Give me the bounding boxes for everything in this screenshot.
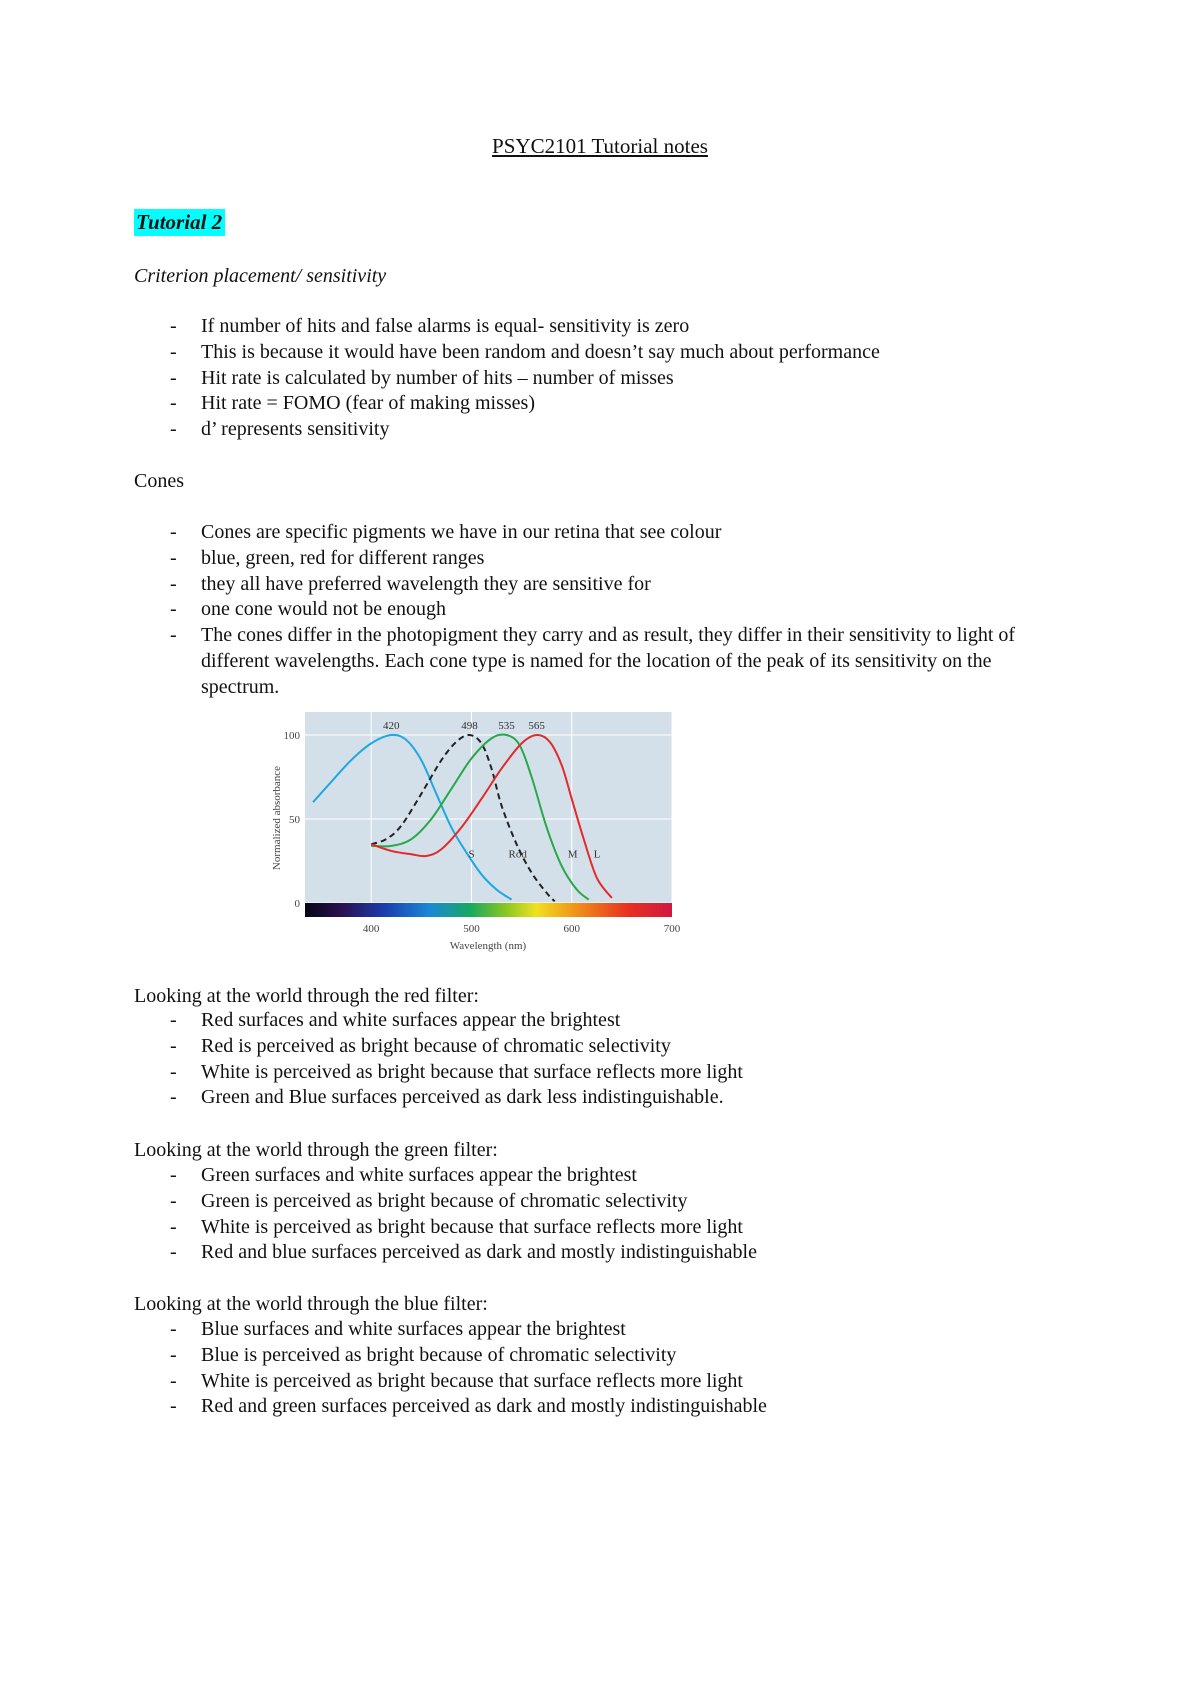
bullet-dash: - [170,546,177,569]
series-label: Rod [508,848,527,861]
list-item [134,1317,1064,1343]
list-item-text: Red and blue surfaces perceived as dark and mostly indistinguishable [201,1241,757,1264]
list-item-text: one cone would not be enough [201,598,446,621]
tutorial-heading: Tutorial 2 [134,209,225,236]
bullet-dash: - [170,521,177,543]
x-tick-label: 400 [362,923,380,935]
section-heading: Looking at the world through the red filter: [134,985,479,1007]
bullet-list [134,314,1064,443]
list-item [134,1240,1064,1266]
list-item-text: Hit rate is calculated by number of hits – number of misses [201,366,674,389]
list-item-text: Green surfaces and white surfaces appear the brightest [201,1164,637,1186]
x-axis-label: Wavelength (nm) [449,940,527,952]
bullet-dash: - [170,1086,177,1109]
list-item [134,546,1064,572]
series-label: L [593,848,601,861]
list-item-text: White is perceived as bright because that surface reflects more light [201,1215,743,1238]
bullet-dash: - [170,366,177,389]
peak-label: 420 [382,720,400,732]
peak-label: 498 [461,720,478,732]
bullet-dash: - [170,624,177,647]
bullet-dash: - [170,1060,177,1083]
list-item [134,572,1064,598]
list-item-text: Green is perceived as bright because of chromatic selectivity [201,1189,688,1212]
list-item [134,623,1064,700]
bullet-dash: - [170,1034,177,1057]
peak-label: 535 [498,720,515,732]
list-item-text: White is perceived as bright because that surface reflects more light [201,1369,743,1392]
list-item [134,417,1064,443]
bullet-dash: - [170,1318,177,1340]
bullet-list [134,1317,1064,1420]
list-item [134,597,1064,623]
bullet-dash: - [170,1369,177,1392]
list-item [134,314,1064,340]
list-item-text: Hit rate = FOMO (fear of making misses) [201,392,535,415]
bullet-dash: - [170,392,177,415]
list-item [134,1034,1064,1060]
list-item-text: If number of hits and false alarms is equal- sensitivity is zero [201,315,690,337]
list-item-text: This is because it would have been random and doesn’t say much about performance [201,340,880,363]
section-heading: Looking at the world through the blue filter: [134,1293,488,1315]
list-item-text: Green and Blue surfaces perceived as dark less indistinguishable. [201,1086,724,1109]
list-item [134,340,1064,366]
spectrum-bar [305,903,672,917]
bullet-dash: - [170,340,177,363]
list-item [134,1189,1064,1215]
y-tick-label: 100 [283,730,300,742]
list-item [134,520,1064,546]
list-item [134,1343,1064,1369]
list-item-text: The cones differ in the photopigment they carry and as result, they differ in their sensitivity to light of different wavelengths. Each cone type is named for the location of the peak of its sensitivity on the spectrum. [201,624,1016,698]
bullet-dash: - [170,1189,177,1212]
section-heading: Cones [134,470,184,492]
x-tick-label: 700 [663,923,681,935]
series-label: S [468,848,475,861]
list-item-text: Blue is perceived as bright because of chromatic selectivity [201,1343,677,1366]
list-item [134,391,1064,417]
bullet-dash: - [170,572,177,595]
bullet-list [134,520,1064,701]
y-axis-label: Normalized absorbance [271,765,283,871]
list-item-text: Cones are specific pigments we have in our retina that see colour [201,521,722,543]
bullet-dash: - [170,1164,177,1186]
bullet-dash: - [170,1241,177,1264]
peak-label: 565 [528,720,545,732]
list-item [134,1085,1064,1111]
list-item-text: White is perceived as bright because that surface reflects more light [201,1060,743,1083]
list-item [134,1215,1064,1241]
bullet-list [134,1008,1064,1111]
list-item [134,1060,1064,1086]
section-heading: Criterion placement/ sensitivity [134,265,387,287]
x-tick-label: 500 [463,923,480,935]
bullet-dash: - [170,1343,177,1366]
page-title: PSYC2101 Tutorial notes [492,134,708,158]
bullet-dash: - [170,1395,177,1418]
list-item-text: Blue surfaces and white surfaces appear the brightest [201,1318,626,1340]
bullet-dash: - [170,1215,177,1238]
bullet-dash: - [170,1009,177,1031]
list-item [134,366,1064,392]
x-tick-label: 600 [563,923,580,935]
list-item-text: Red and green surfaces perceived as dark and mostly indistinguishable [201,1395,767,1418]
bullet-dash: - [170,598,177,621]
list-item [134,1369,1064,1395]
list-item-text: Red is perceived as bright because of chromatic selectivity [201,1034,671,1057]
y-tick-label: 0 [294,898,300,910]
list-item-text: Red surfaces and white surfaces appear the brightest [201,1009,621,1031]
list-item [134,1008,1064,1034]
list-item [134,1394,1064,1420]
bullet-dash: - [170,418,177,441]
bullet-dash: - [170,315,177,337]
section-heading: Looking at the world through the green filter: [134,1139,498,1161]
list-item-text: d’ represents sensitivity [201,418,390,441]
list-item-text: blue, green, red for different ranges [201,546,485,569]
bullet-list [134,1163,1064,1266]
series-label: M [567,848,578,861]
list-item [134,1163,1064,1189]
cone-absorbance-chart [262,708,692,954]
list-item-text: they all have preferred wavelength they are sensitive for [201,572,651,595]
y-tick-label: 50 [289,814,300,826]
